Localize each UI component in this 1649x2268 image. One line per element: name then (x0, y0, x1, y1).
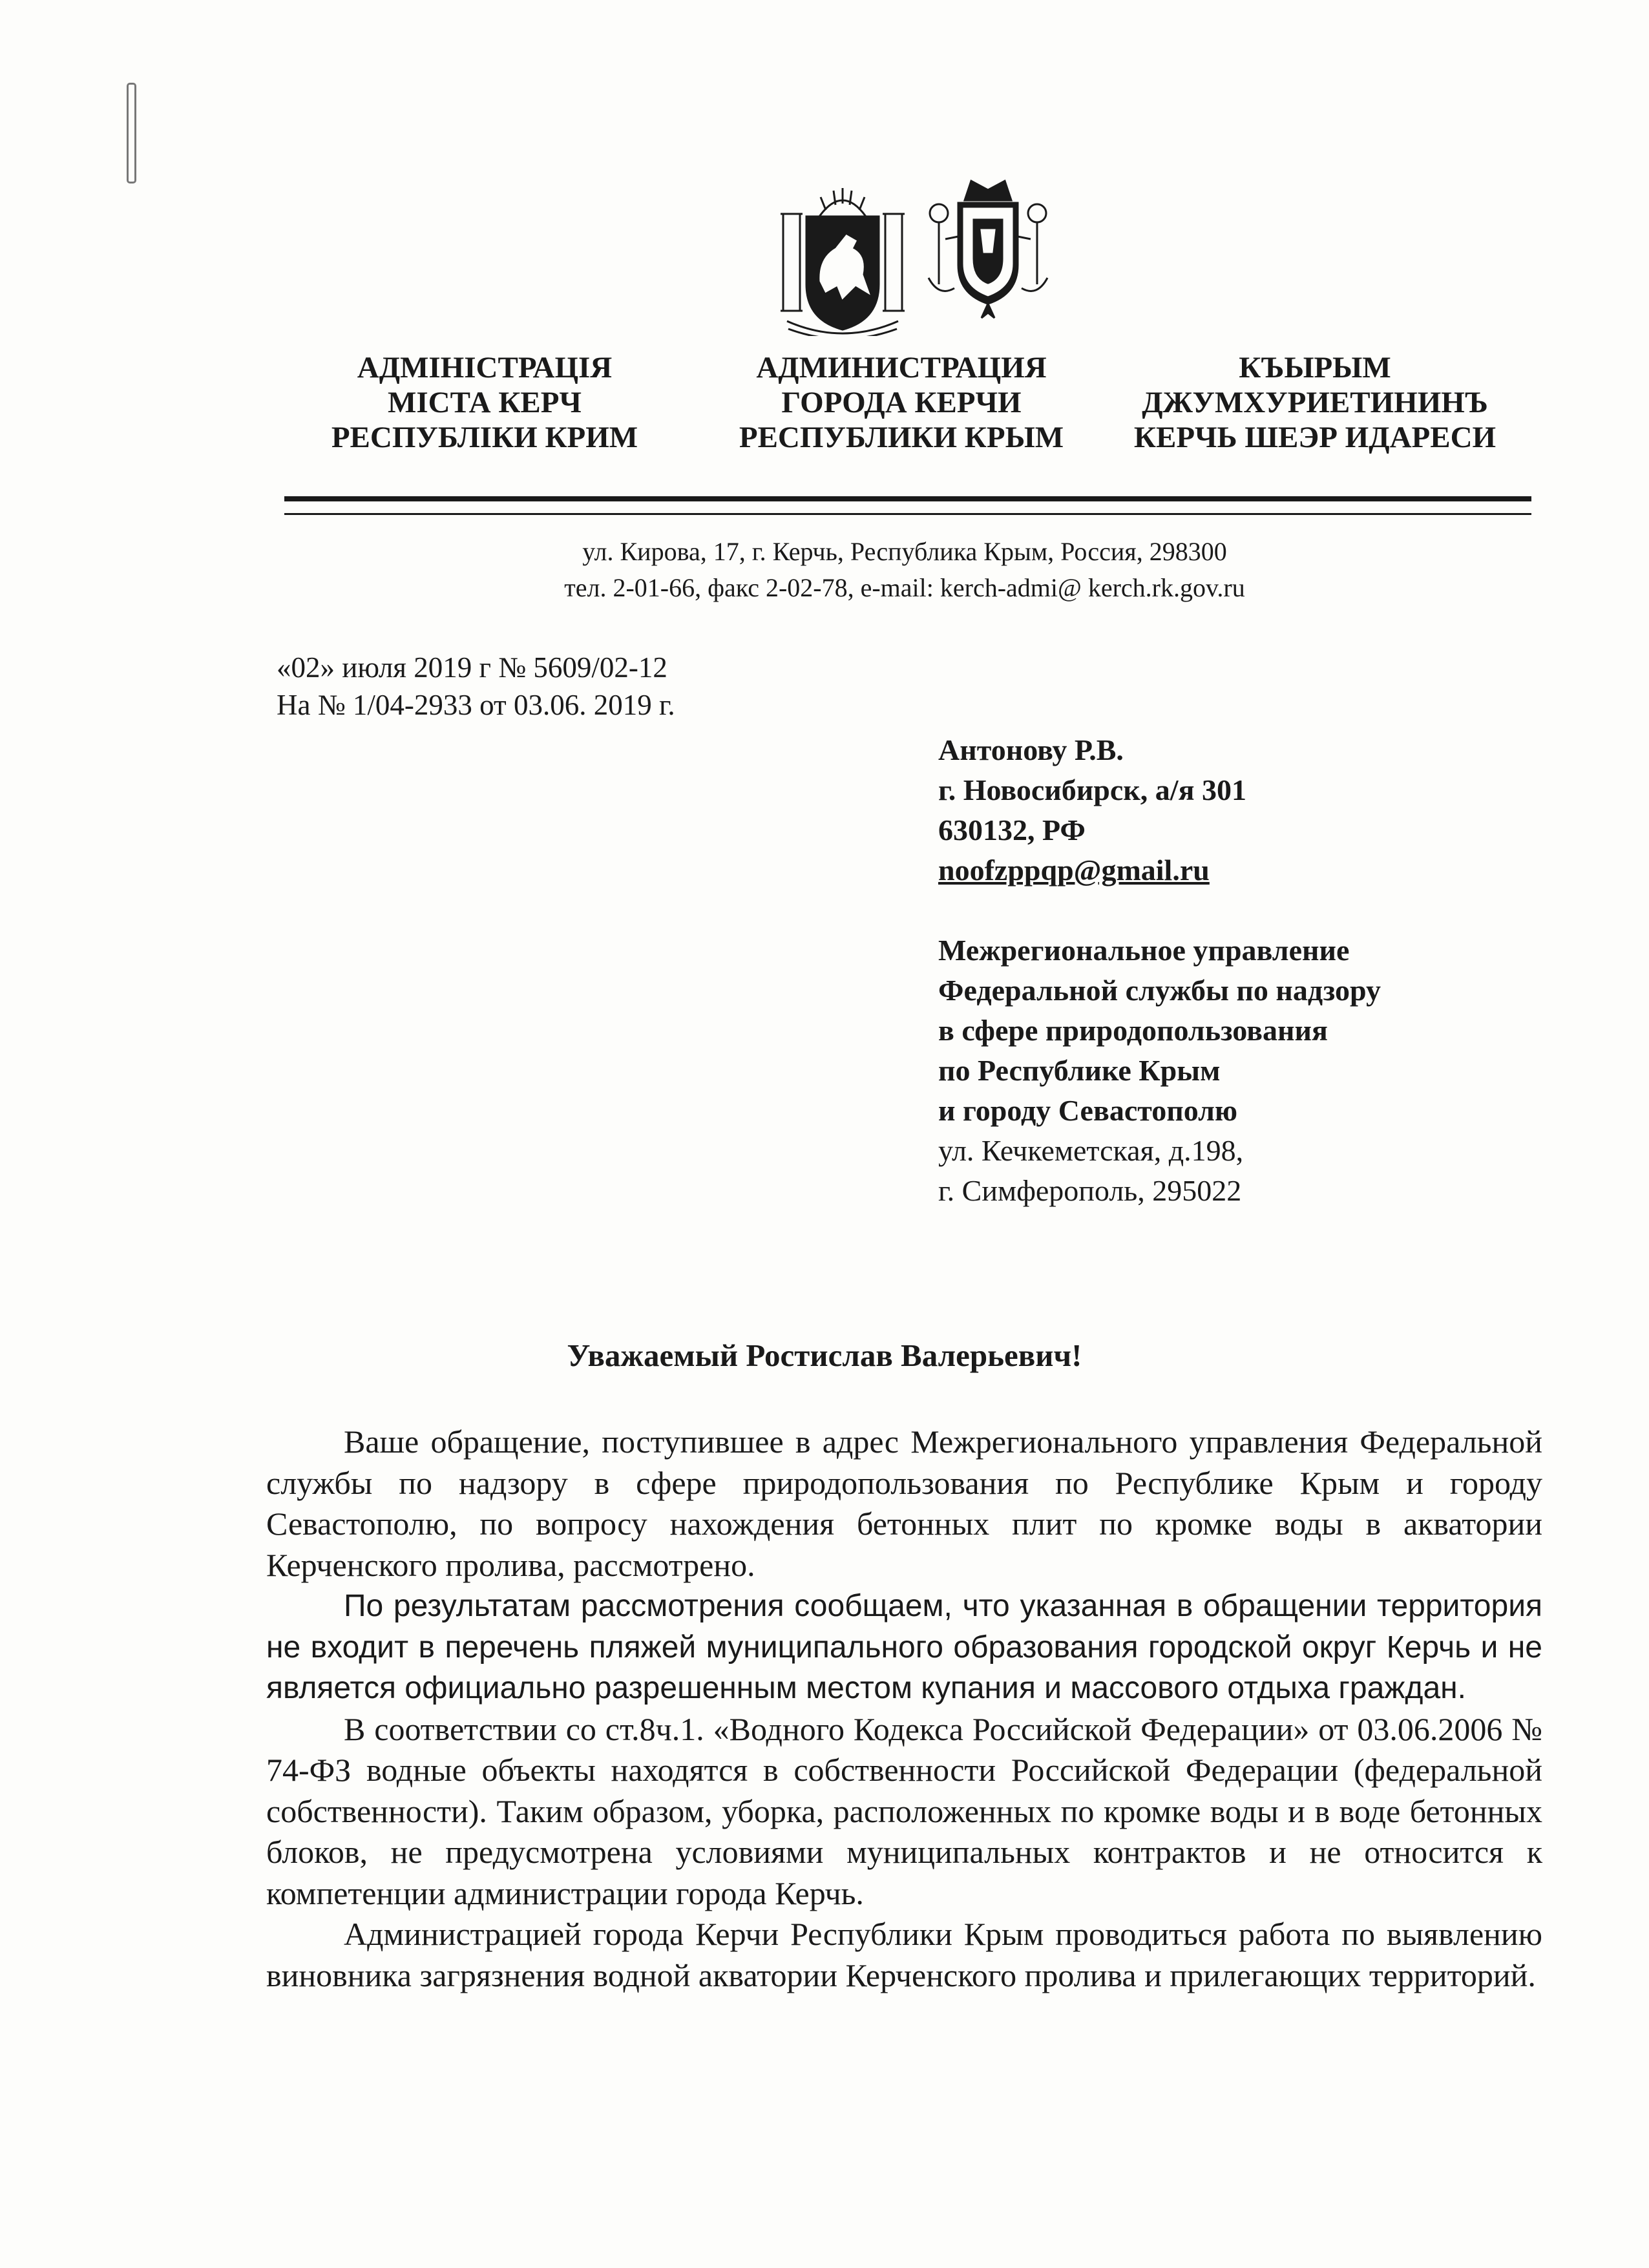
recipient-email: noofzppqp@gmail.ru (938, 854, 1210, 887)
body-paragraph: В соответствии со ст.8ч.1. «Водного Кодекса Российской Федерации» от 03.06.2006 № 74-ФЗ водные объекты находятся в собственности Российской Федерации (федеральной собственности). Таким образом, уборка, расположенных по кромке воды и в воде бетонных блоков, не предусмотрена условиями муниципальных контрактов и не относится к компетенции администрации города Керчь. (266, 1710, 1542, 1911)
crimea-coat-of-arms (774, 171, 911, 336)
recipient-org-line: и городу Севастополю (938, 1094, 1238, 1127)
recipient-city: г. Новосибирск, а/я 301 (938, 773, 1246, 806)
header-crh-line: КЕРЧЬ ШЕЭР ИДАРЕСИ (1133, 421, 1497, 454)
header-ru-line: РЕСПУБЛИКИ КРЫМ (739, 421, 1064, 454)
body-paragraph: По результатам рассмотрения сообщаем, что указанная в обращении территория не входит в перечень пляжей муниципального образования городской округ Керчь и не является официально разрешенным местом купания и массового отдыха граждан. (266, 1589, 1542, 1705)
body-paragraph: Администрацией города Керчи Республики Крым проводиться работа по выявлению виновника загрязнения водной акватории Керченского пролива и прилегающих территорий. (266, 1916, 1542, 1993)
recipient-name: Антонову Р.В. (938, 733, 1124, 766)
header-crh-line: КЪЫРЫМ (1239, 351, 1391, 384)
header-divider-thick (284, 496, 1531, 501)
postal-address: ул. Кирова, 17, г. Керчь, Республика Крым, Россия, 298300 (582, 537, 1227, 566)
header-ru-line: АДМИНИСТРАЦИЯ (756, 351, 1047, 384)
recipient-org-line: по Республике Крым (938, 1054, 1221, 1087)
kerch-coat-of-arms (919, 174, 1056, 320)
recipient-org-line: Межрегиональное управление (938, 934, 1350, 967)
contact-line: тел. 2-01-66, факс 2-02-78, e-mail: kerch-admi@ kerch.rk.gov.ru (564, 573, 1245, 602)
letter-body (266, 1422, 1542, 1996)
header-crh-line: ДЖУМХУРИЕТИНИНЪ (1142, 386, 1488, 419)
recipient-org-line: Федеральной службы по надзору (938, 974, 1381, 1007)
recipient-org-address: ул. Кечкеметская, д.198, (938, 1134, 1244, 1167)
staple-mark (127, 83, 136, 184)
header-divider-thin (284, 513, 1531, 515)
header-ua-line: АДМІНІСТРАЦІЯ (357, 351, 613, 384)
recipient-org-line: в сфере природопользования (938, 1014, 1328, 1047)
incoming-reference: На № 1/04-2933 от 03.06. 2019 г. (277, 689, 675, 721)
header-ru-line: ГОРОДА КЕРЧИ (781, 386, 1022, 419)
recipient-index: 630132, РФ (938, 814, 1086, 846)
header-ua-line: МІСТА КЕРЧ (388, 386, 582, 419)
recipient-org-address: г. Симферополь, 295022 (938, 1174, 1242, 1207)
body-paragraph: Ваше обращение, поступившее в адрес Межрегионального управления Федеральной службы по надзору в сфере природопользования по Республике Крым и городу Севастополю, по вопросу нахождения бетонных плит по кромке воды в акватории Керченского пролива, рассмотрено. (266, 1423, 1542, 1583)
outgoing-number: «02» июля 2019 г № 5609/02-12 (277, 651, 667, 684)
header-russian (720, 350, 1082, 455)
recipient-block (938, 730, 1381, 1211)
header-crimean-tatar (1121, 350, 1509, 455)
header-ukrainian (304, 350, 666, 455)
header-ua-line: РЕСПУБЛІКИ КРИМ (331, 421, 638, 454)
greeting: Уважаемый Ростислав Валерьевич! (567, 1338, 1082, 1373)
